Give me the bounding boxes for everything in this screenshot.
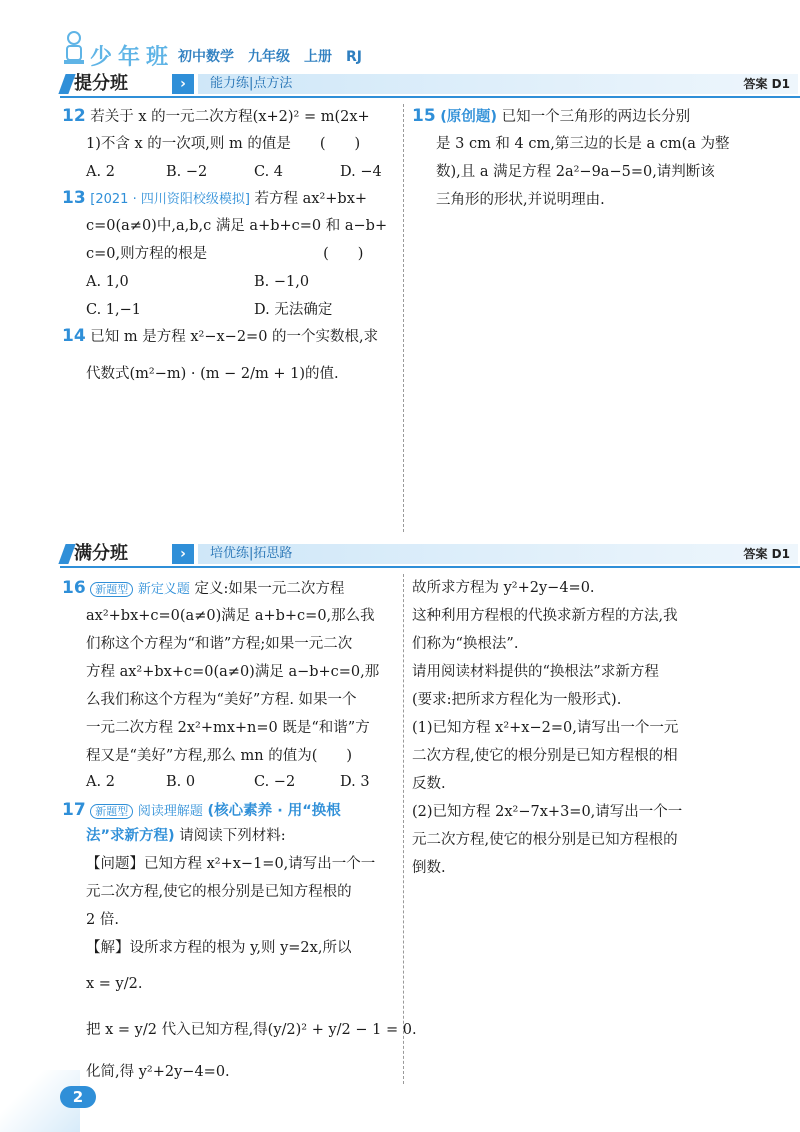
option-d: D. 无法确定 xyxy=(254,302,333,318)
question-line-2 xyxy=(86,826,286,846)
question-15 xyxy=(412,106,690,127)
option-c: C. 1,−1 xyxy=(86,302,142,318)
section-title: 满分班 xyxy=(74,543,128,564)
option-b: B. −2 xyxy=(166,164,208,180)
question-line: x = y/2. xyxy=(86,976,143,992)
logo-icon xyxy=(62,30,86,66)
question-line: 倒数. xyxy=(412,860,446,876)
question-highlight: 法”求新方程) xyxy=(86,828,175,844)
option-a: A. 1,0 xyxy=(86,274,129,290)
column-divider xyxy=(403,574,404,1084)
question-line: 若方程 ax²+bx+ xyxy=(254,191,368,207)
question-line: 数),且 a 满足方程 2a²−9a−5=0,请判断该 xyxy=(436,164,715,180)
option-a: A. 2 xyxy=(86,774,115,790)
question-line: (要求:把所求方程化为一般形式). xyxy=(412,692,622,708)
question-tag: (原创题) xyxy=(440,109,498,125)
question-16 xyxy=(62,578,344,600)
question-type-badge: 新题型 xyxy=(90,582,133,597)
question-number: 17 xyxy=(62,800,86,820)
question-type: 阅读理解题 xyxy=(137,804,203,819)
subject-line: 初中数学 九年级 上册 RJ xyxy=(178,49,362,65)
logo-text: 少年班 xyxy=(90,45,175,70)
question-number: 13 xyxy=(62,188,86,208)
question-14 xyxy=(62,326,378,347)
answer-reference: 答案 D1 xyxy=(743,547,790,561)
option-c: C. 4 xyxy=(254,164,284,180)
question-number: 15 xyxy=(412,106,436,126)
question-line: 程又是“美好”方程,那么 mn 的值为( ) xyxy=(86,748,353,764)
question-line: 把 x = y/2 代入已知方程,得(y/2)² + y/2 − 1 = 0. xyxy=(86,1022,417,1038)
question-line: 【问题】已知方程 x²+x−1=0,请写出一个一 xyxy=(86,856,376,872)
question-line: 2 倍. xyxy=(86,912,119,928)
question-line: 反数. xyxy=(412,776,446,792)
divider xyxy=(60,566,800,568)
question-line: 们称这个方程为“和谐”方程;如果一元二次 xyxy=(86,636,353,652)
section-subtitle: 培优练|拓思路 xyxy=(210,546,293,561)
question-line: 代数式(m²−m) · (m − 2/m + 1)的值. xyxy=(86,366,339,382)
question-line: 这种利用方程根的代换求新方程的方法,我 xyxy=(412,608,678,624)
divider xyxy=(60,96,800,98)
question-line: 是 3 cm 和 4 cm,第三边的长是 a cm(a 为整 xyxy=(436,136,730,152)
option-b: B. −1,0 xyxy=(254,274,310,290)
question-line: 三角形的形状,并说明理由. xyxy=(436,192,605,208)
chevron-right-icon: › xyxy=(172,74,194,94)
question-line: 一元二次方程 2x²+mx+n=0 既是“和谐”方 xyxy=(86,720,370,736)
question-number: 14 xyxy=(62,326,86,346)
question-13 xyxy=(62,188,367,210)
question-source: [2021 · 四川资阳校级模拟] xyxy=(90,192,250,207)
option-a: A. 2 xyxy=(86,164,115,180)
question-line: 已知 m 是方程 x²−x−2=0 的一个实数根,求 xyxy=(90,329,379,345)
question-number: 12 xyxy=(62,106,86,126)
question-line: 请用阅读材料提供的“换根法”求新方程 xyxy=(412,664,659,680)
question-line: c=0(a≠0)中,a,b,c 满足 a+b+c=0 和 a−b+ xyxy=(86,218,388,234)
page-number: 2 xyxy=(60,1086,96,1108)
question-line: 若关于 x 的一元二次方程(x+2)² = m(2x+ xyxy=(90,109,370,125)
question-line: 元二次方程,使它的根分别是已知方程根的 xyxy=(86,884,352,900)
question-highlight: (核心素养 · 用“换根 xyxy=(207,803,341,819)
question-line: 么我们称这个方程为“美好”方程. 如果一个 xyxy=(86,692,357,708)
option-d: D. 3 xyxy=(340,774,370,790)
option-c: C. −2 xyxy=(254,774,296,790)
question-line: 定义:如果一元二次方程 xyxy=(194,581,345,597)
question-line: (1)已知方程 x²+x−2=0,请写出一个一元 xyxy=(412,720,679,736)
question-12 xyxy=(62,106,370,127)
question-line: 1)不含 x 的一次项,则 m 的值是 ( ) xyxy=(86,136,361,152)
section-banner-tifen xyxy=(60,72,800,96)
question-line: 请阅读下列材料: xyxy=(179,828,286,844)
column-divider xyxy=(403,104,404,532)
question-type-badge: 新题型 xyxy=(90,804,133,819)
answer-reference: 答案 D1 xyxy=(743,77,790,91)
option-d: D. −4 xyxy=(340,164,382,180)
question-line: 方程 ax²+bx+c=0(a≠0)满足 a−b+c=0,那 xyxy=(86,664,380,680)
question-number: 16 xyxy=(62,578,86,598)
section-title: 提分班 xyxy=(74,73,128,94)
question-line: (2)已知方程 2x²−7x+3=0,请写出一个一 xyxy=(412,804,683,820)
chevron-right-icon: › xyxy=(172,544,194,564)
option-b: B. 0 xyxy=(166,774,196,790)
section-banner-manfen xyxy=(60,542,800,566)
question-line: 化简,得 y²+2y−4=0. xyxy=(86,1064,230,1080)
question-line: 故所求方程为 y²+2y−4=0. xyxy=(412,580,595,596)
question-line: 们称为“换根法”. xyxy=(412,636,519,652)
question-line: 二次方程,使它的根分别是已知方程根的相 xyxy=(412,748,678,764)
question-17 xyxy=(62,800,341,822)
question-line: 元二次方程,使它的根分别是已知方程根的 xyxy=(412,832,678,848)
question-line: 【解】设所求方程的根为 y,则 y=2x,所以 xyxy=(86,940,352,956)
section-subtitle: 能力练|点方法 xyxy=(210,76,293,91)
question-line: 已知一个三角形的两边长分别 xyxy=(501,109,691,125)
question-line: ax²+bx+c=0(a≠0)满足 a+b+c=0,那么我 xyxy=(86,608,375,624)
question-line: c=0,则方程的根是 ( ) xyxy=(86,246,364,262)
question-type: 新定义题 xyxy=(137,582,190,597)
